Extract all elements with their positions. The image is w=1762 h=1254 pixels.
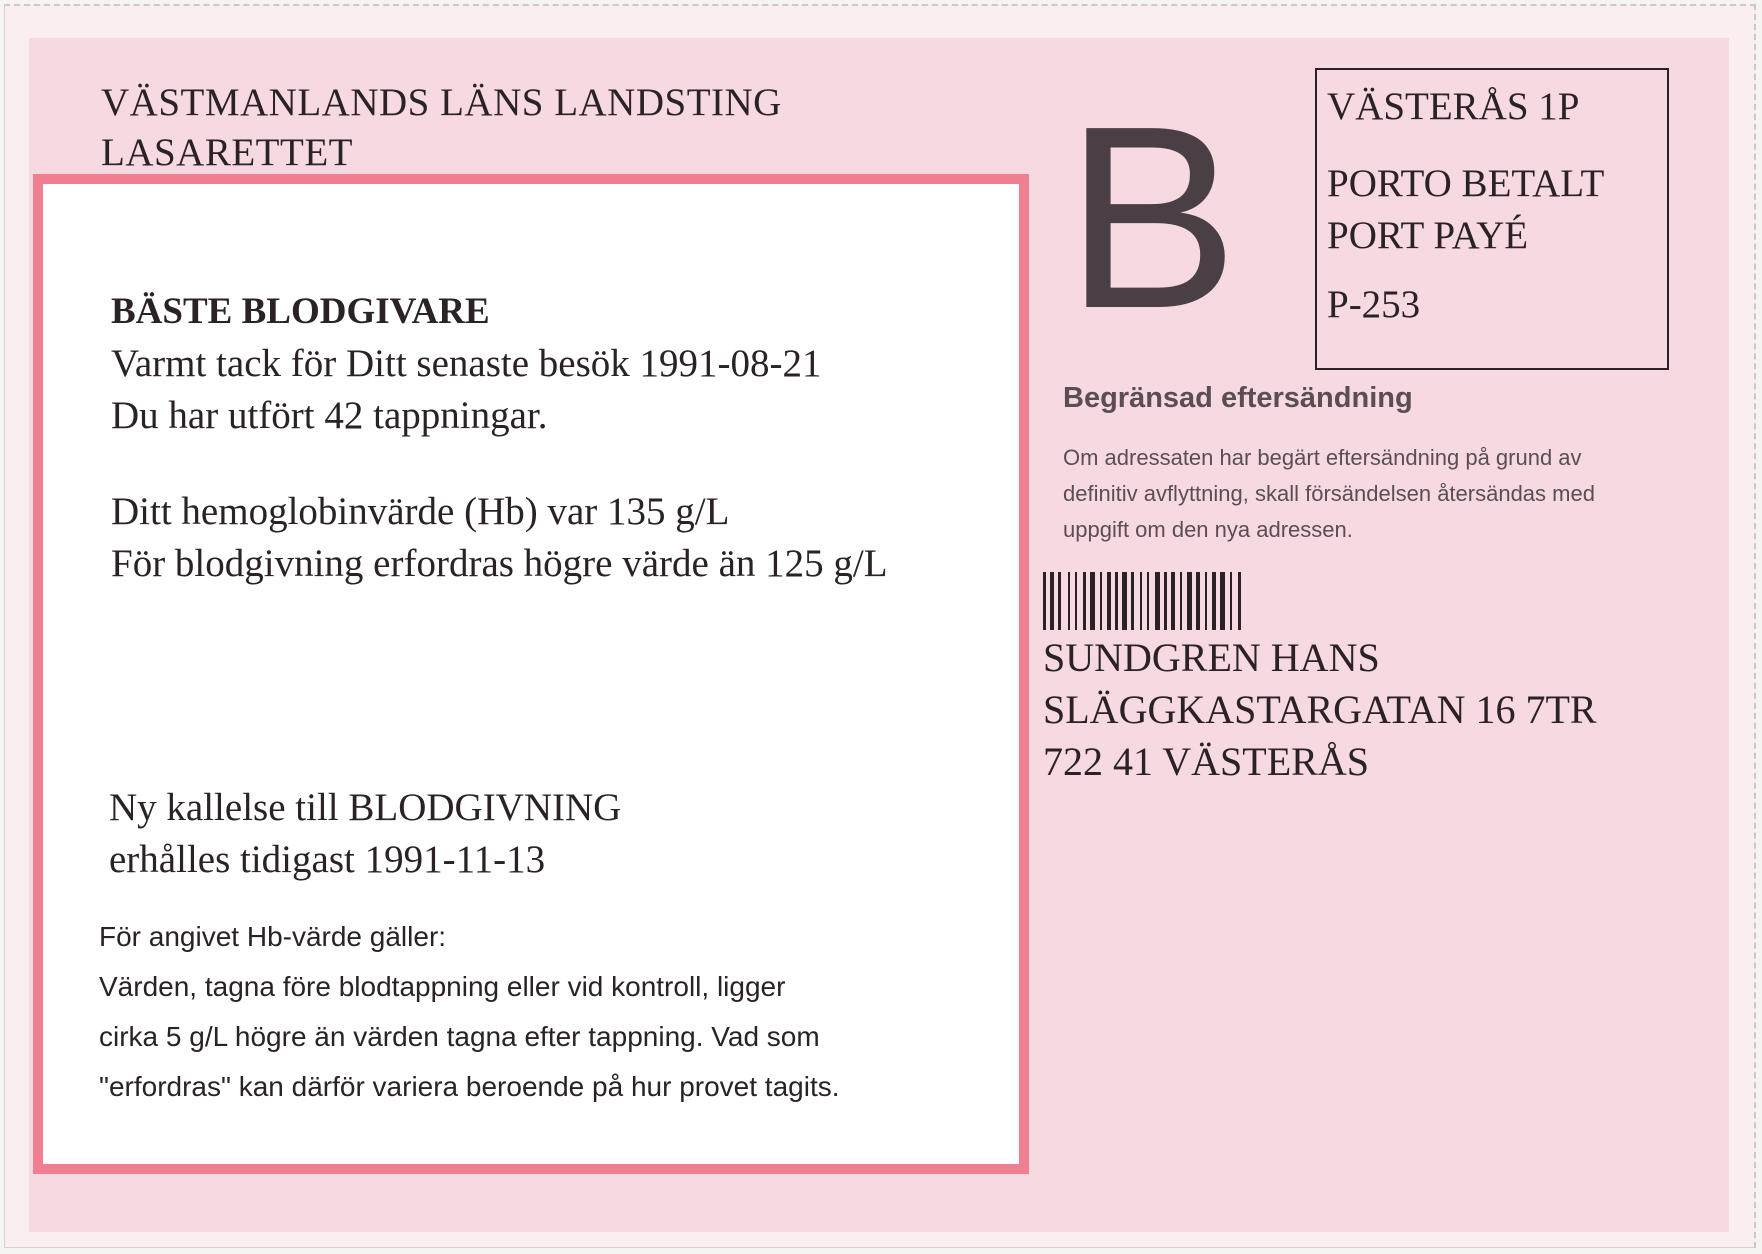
note-line: Värden, tagna före blodtappning eller vid kontroll, ligger (99, 971, 786, 1002)
redirect-title: Begränsad eftersändning (1063, 382, 1413, 414)
barcode-bar (1238, 572, 1241, 630)
postage-paid-text (1327, 158, 1604, 262)
barcode-bar (1147, 572, 1149, 630)
barcode-bar (1212, 572, 1216, 630)
barcode-bar (1187, 572, 1192, 630)
sender-department: LASARETTET (101, 131, 353, 174)
barcode-bar (1058, 572, 1061, 630)
hemoglobin-paragraph (111, 486, 888, 590)
hb-required-line: För blodgivning erfordras högre värde än 125 g/L (111, 542, 888, 585)
donation-count-line: Du har utfört 42 tappningar. (111, 394, 548, 437)
message-box (33, 174, 1029, 1174)
barcode-bar (1164, 572, 1167, 630)
recipient-city: 722 41 VÄSTERÅS (1043, 739, 1369, 784)
barcode-bar (1107, 572, 1111, 630)
postage-class-letter: B (1065, 73, 1239, 363)
barcode-bar (1115, 572, 1118, 630)
barcode-bar (1075, 572, 1077, 630)
barcode-bar (1196, 572, 1200, 630)
postal-barcode (1043, 572, 1323, 630)
note-line: För angivet Hb-värde gäller: (99, 921, 447, 952)
barcode-bar (1100, 572, 1102, 630)
note-line: cirka 5 g/L högre än värden tagna efter tappning. Vad som (99, 1021, 820, 1052)
post-office: VÄSTERÅS 1P (1327, 85, 1580, 128)
barcode-bar (1171, 572, 1175, 630)
sender-organization: VÄSTMANLANDS LÄNS LANDSTING (101, 81, 782, 124)
barcode-bar (1068, 572, 1070, 630)
barcode-bar (1205, 572, 1207, 630)
sender-block (101, 78, 782, 178)
paid-french: PORT PAYÉ (1327, 214, 1529, 257)
paid-swedish: PORTO BETALT (1327, 162, 1605, 205)
recall-date-line: erhålles tidigast 1991-11-13 (109, 838, 546, 881)
permit-number: P-253 (1327, 283, 1421, 326)
barcode-bar (1131, 572, 1134, 630)
greeting: BÄSTE BLODGIVARE (111, 291, 490, 332)
barcode-bar (1050, 572, 1054, 630)
barcode-bar (1090, 572, 1095, 630)
thanks-line: Varmt tack för Ditt senaste besök 1991-08-21 (111, 342, 822, 385)
postcard (4, 4, 1756, 1248)
hb-value-line: Ditt hemoglobinvärde (Hb) var 135 g/L (111, 490, 730, 533)
recipient-street: SLÄGGKASTARGATAN 16 7TR (1043, 687, 1597, 732)
recipient-address (1043, 632, 1597, 788)
recall-line: Ny kallelse till BLODGIVNING (109, 786, 622, 829)
barcode-bar (1083, 572, 1086, 630)
barcode-bar (1043, 572, 1046, 630)
barcode-bar (1230, 572, 1232, 630)
redirect-line: uppgift om den nya adressen. (1063, 517, 1353, 542)
recall-paragraph (109, 782, 621, 886)
barcode-bar (1122, 572, 1127, 630)
redirect-line: definitiv avflyttning, skall försändelsen återsändas med (1063, 481, 1595, 506)
barcode-bar (1155, 572, 1160, 630)
recipient-name: SUNDGREN HANS (1043, 635, 1380, 680)
redirect-instructions (1063, 440, 1595, 548)
hb-note (99, 912, 840, 1112)
barcode-bar (1180, 572, 1182, 630)
postage-paid-box (1315, 68, 1669, 370)
barcode-bar (1220, 572, 1225, 630)
visit-paragraph (111, 338, 822, 442)
barcode-bar (1140, 572, 1142, 630)
redirect-line: Om adressaten har begärt eftersändning på grund av (1063, 445, 1582, 470)
note-line: "erfordras" kan därför variera beroende på hur provet tagits. (99, 1071, 840, 1102)
